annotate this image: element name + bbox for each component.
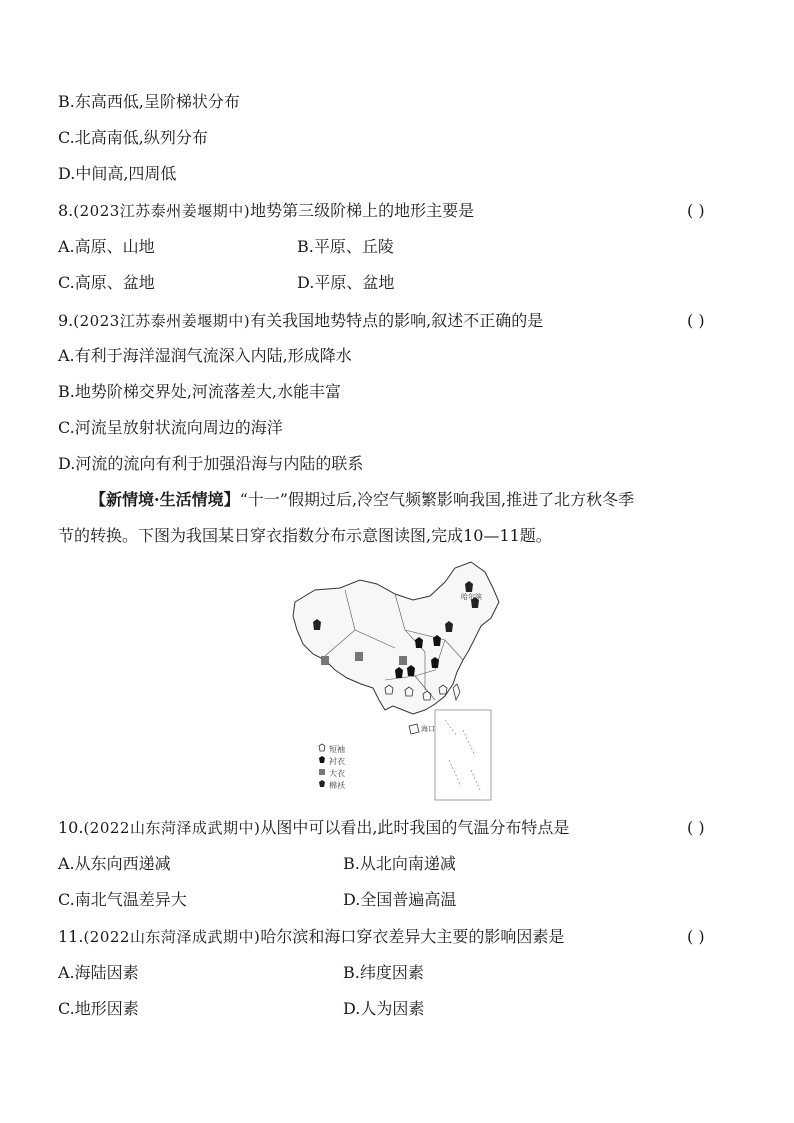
city-label-haikou: 海口 [421, 725, 435, 733]
q8-source: (2023江苏泰州姜堰期中) [73, 202, 251, 220]
clothing-index-map [285, 560, 507, 805]
q11-source: (2022山东菏泽成武期中) [83, 928, 261, 946]
hainan-island [409, 724, 419, 734]
legend-shirt: 衬衣 [329, 757, 345, 766]
q8-option-b: B.平原、丘陵 [297, 237, 394, 256]
q8-option-d: D.平原、盆地 [297, 273, 395, 292]
south-sea-inset [435, 710, 491, 800]
q11-option-a: A.海陆因素 [58, 963, 139, 982]
scenario-line-1 [90, 489, 634, 511]
q8-answer-bracket: ( ) [687, 201, 705, 220]
q11-option-d: D.人为因素 [343, 999, 425, 1018]
scenario-line-2: 节的转换。下图为我国某日穿衣指数分布示意图读图,完成10—11题。 [58, 526, 552, 545]
q11-option-b: B.纬度因素 [343, 963, 424, 982]
q10-option-b: B.从北向南递减 [343, 854, 456, 873]
city-label-harbin: 哈尔滨 [461, 593, 482, 601]
q8-number: 8. [58, 201, 74, 220]
q10-answer-bracket: ( ) [687, 818, 705, 837]
q11-text: 哈尔滨和海口穿衣差异大主要的影响因素是 [260, 927, 565, 946]
q8-stem [58, 200, 474, 222]
legend-coat: 大衣 [329, 769, 345, 778]
q8-option-c: C.高原、盆地 [58, 273, 155, 292]
q10-option-a: A.从东向西递减 [58, 854, 171, 873]
q11-option-c: C.地形因素 [58, 999, 139, 1018]
q11-stem [58, 926, 564, 948]
china-map-svg [285, 560, 507, 805]
q7-option-b: B.东高西低,呈阶梯状分布 [58, 92, 240, 111]
q9-option-c: C.河流呈放射状流向周边的海洋 [58, 418, 283, 437]
q10-number: 10. [58, 818, 84, 837]
q11-answer-bracket: ( ) [687, 927, 705, 946]
q9-stem [58, 310, 543, 332]
scenario-tag: 【新情境·生活情境】 [90, 490, 240, 509]
q7-option-c: C.北高南低,纵列分布 [58, 128, 208, 147]
q9-option-a: A.有利于海洋湿润气流深入内陆,形成降水 [58, 346, 352, 365]
scenario-text-1: “十一”假期过后,冷空气频繁影响我国,推进了北方秋冬季 [239, 490, 635, 509]
q10-source: (2022山东菏泽成武期中) [83, 819, 261, 837]
q10-option-c: C.南北气温差异大 [58, 890, 187, 909]
q8-option-a: A.高原、山地 [58, 237, 155, 256]
q10-option-d: D.全国普遍高温 [343, 890, 457, 909]
legend-cotton-coat: 棉袄 [329, 781, 345, 790]
map-legend [319, 744, 345, 790]
q9-text: 有关我国地势特点的影响,叙述不正确的是 [250, 311, 544, 330]
q9-answer-bracket: ( ) [687, 311, 705, 330]
q8-text: 地势第三级阶梯上的地形主要是 [250, 201, 475, 220]
q9-option-b: B.地势阶梯交界处,河流落差大,水能丰富 [58, 382, 342, 401]
q9-option-d: D.河流的流向有利于加强沿海与内陆的联系 [58, 454, 364, 473]
q7-option-d: D.中间高,四周低 [58, 164, 177, 183]
q10-text: 从图中可以看出,此时我国的气温分布特点是 [260, 818, 570, 837]
q9-number: 9. [58, 311, 74, 330]
taiwan-island [453, 684, 460, 700]
q10-stem [58, 817, 569, 839]
legend-short-sleeve: 短袖 [329, 745, 345, 754]
q9-source: (2023江苏泰州姜堰期中) [73, 312, 251, 330]
q11-number: 11. [58, 927, 84, 946]
